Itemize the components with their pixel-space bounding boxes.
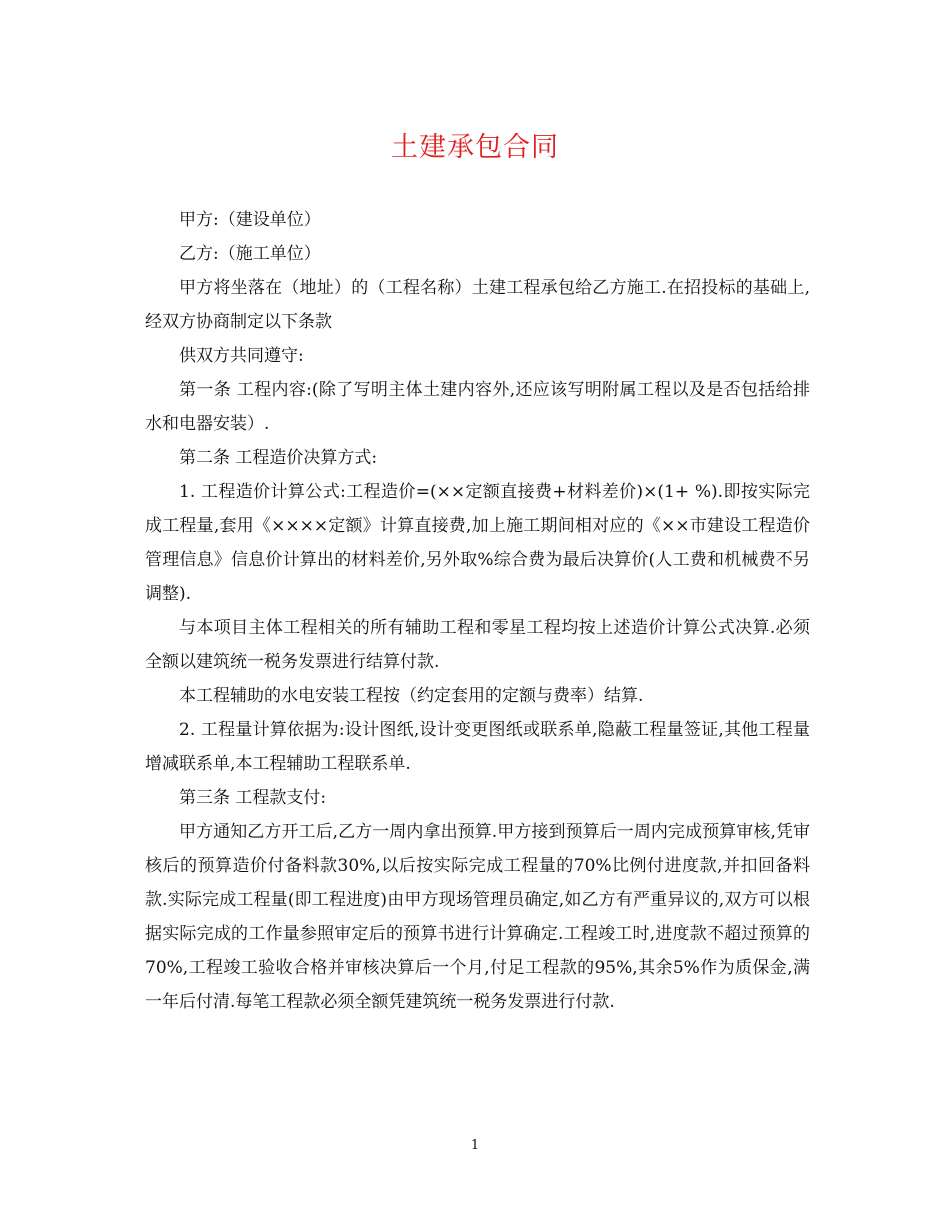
page-number: 1 (470, 1138, 480, 1153)
paragraph-party-a: 甲方:（建设单位） (179, 210, 321, 230)
paragraph-intro: 甲方将坐落在（地址）的（工程名称）土建工程承包给乙方施工.在招投标的基础上,经双方协商制定以下条款 (145, 278, 810, 332)
document-body (145, 203, 810, 1019)
paragraph-article-3-heading: 第三条 工程款支付: (179, 788, 327, 808)
paragraph-article-2-item-1: 1. 工程造价计算公式:工程造价=(××定额直接费+材料差价)×(1+ %).即按实际完成工程量,套用《××××定额》计算直接费,加上施工期间相对应的《××市建设工程造价管理信息》信息价计算出的材料差价,另外取%综合费为最后决算价(人工费和机械费不另调整). (145, 482, 810, 604)
paragraph-plumbing-electrical: 本工程辅助的水电安装工程按（约定套用的定额与费率）结算. (179, 686, 644, 706)
paragraph-observe: 供双方共同遵守: (179, 346, 304, 366)
document-title: 土建承包合同 (391, 132, 559, 163)
paragraph-payment-terms: 甲方通知乙方开工后,乙方一周内拿出预算.甲方接到预算后一周内完成预算审核,凭审核后的预算造价付备料款30%,以后按实际完成工程量的70%比例付进度款,并扣回备料款.实际完成工程量(即工程进度)由甲方现场管理员确定,如乙方有严重异议的,双方可以根据实际完成的工作量参照审定后的预算书进行计算确定.工程竣工时,进度款不超过预算的70%,工程竣工验收合格并审核决算后一个月,付足工程款的95%,其余5%作为质保金,满一年后付清.每笔工程款必须全额凭建筑统一税务发票进行付款. (145, 822, 810, 1012)
paragraph-auxiliary-works: 与本项目主体工程相关的所有辅助工程和零星工程均按上述造价计算公式决算.必须全额以建筑统一税务发票进行结算付款. (145, 618, 810, 672)
paragraph-article-2-heading: 第二条 工程造价决算方式: (179, 448, 378, 468)
paragraph-article-1: 第一条 工程内容:(除了写明主体土建内容外,还应该写明附属工程以及是否包括给排水和电器安装）. (145, 380, 810, 434)
paragraph-party-b: 乙方:（施工单位） (179, 244, 321, 264)
paragraph-article-2-item-2: 2. 工程量计算依据为:设计图纸,设计变更图纸或联系单,隐蔽工程量签证,其他工程量增减联系单,本工程辅助工程联系单. (145, 720, 810, 774)
